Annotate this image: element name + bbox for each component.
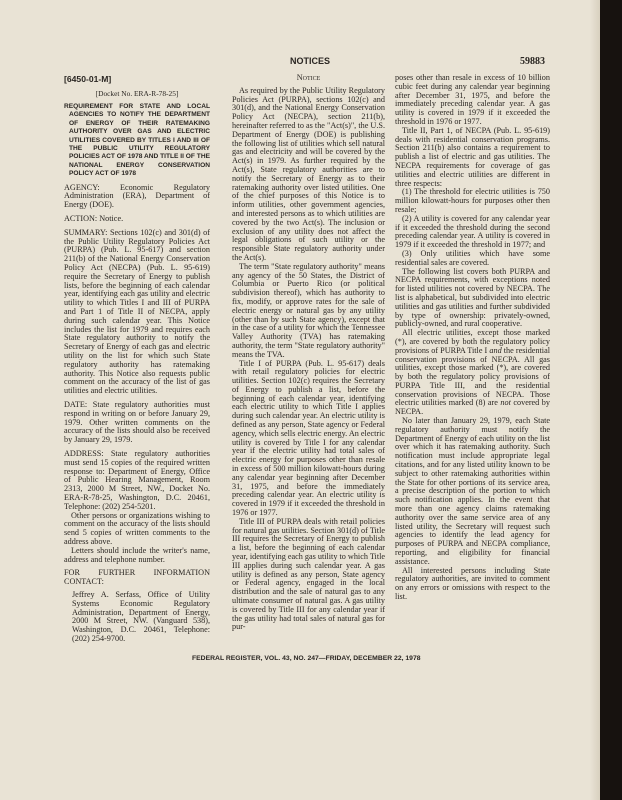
column-3 [395,74,550,602]
emphasis: not [500,398,511,408]
paragraph: (2) A utility is covered for any calendar year if it exceeded the threshold during the second preceding calendar year. A utility is covered in 1979 if it exceeded the threshold in 1977; and [395,213,550,250]
paragraph [395,329,550,417]
text: the residential conservation provisions of NECPA. All gas utilities, except those marked (*), are covered by both the regulatory policy provisions of PURPA Title III, and the residential conservation provisions of NECPA. Those electric utilities marked (8) are [395,345,550,408]
column-2 [232,74,385,632]
columns [64,74,550,644]
further-info-heading: FOR FURTHER INFORMATION CONTACT: [64,568,210,587]
page-footer: FEDERAL REGISTER, VOL. 43, NO. 247—FRIDAY, DECEMBER 22, 1978 [192,654,421,662]
contact-info: Jeffrey A. Serfass, Office of Utility Systems Economic Regulatory Administration, Department of Energy, 2000 M Street, NW. (Vanguard 538), Washington, D.C. 20461, Telephone: (202) 254-9700. [72,589,210,643]
other-persons-paragraph: Other persons or organizations wishing to comment on the accuracy of the lists should send 5 copies of written comments to the address above. [64,510,210,546]
paragraph: As required by the Public Utility Regulatory Policies Act (PURPA), sections 102(c) and 301(d), and the National Energy Conservation Policy Act (NECPA), section 211(b), hereinafter referred to as the "Act(s)", the U.S. Department of Energy (DOE) is publishing the following list of utilities which sell natural gas and electricity and will be covered by the Act(s) in 1979. As further required by the Act(s), State regulatory authorities are to notify the Secretary of Energy as to their ratemaking authority over listed utilities. One of the chief purposes of this Notice is to inform utilities, other government agencies, and interested persons as to which utilities are covered by the two Act(s). The inclusion or exclusion of any utility does not affect the legal obligations of such utility or the responsible State regulatory authority under the Act(s). [232,85,385,262]
column-1 [64,74,210,644]
paragraph: poses other than resale in excess of 10 billion cubic feet during any calendar year beginning after December 31, 1975, and before the immediately preceding calendar year. A gas utility is covered in 1979 if it exceeded the threshold in 1976 or 1977. [395,73,550,126]
summary: SUMMARY: Sections 102(c) and 301(d) of the Public Utility Regulatory Policies Act (PURPA) (Pub. L. 95-617) and section 211(b) of the National Energy Conservation Policy Act (NECPA) (Pub. L. 95-619) require the Secretary of Energy to publish lists, before the beginning of each calendar year, identifying each gas utility and electric utility to which Titles I and III of PURPA and Part 1 of Title II of NECPA, apply during such calendar year. This Notice includes the list for 1979 and requires each State regulatory authority to notify the Secretary of Energy of each gas and electric utility on the list for which such State regulatory authority has ratemaking authority. This Notice also requests public comment on the accuracy of the list of gas utilities and electric utilities. [64,227,210,396]
action: ACTION: Notice. [64,214,124,224]
paragraph: All interested persons including State regulatory authorities, are invited to comment on any errors or omissions with respect to the list. [395,565,550,602]
page-body [64,74,550,663]
section-header: NOTICES [290,56,331,66]
paragraph: Title I of PURPA (Pub. L. 95-617) deals with retail regulatory policies for electric utilities. Section 102(c) requires the Secretary of Energy to publish a list, before the beginning of each calendar year, identifying each electric utility to which Title I applies during such calendar year. An electric utility is defined as any person, State agency or Federal agency, which sells electric energy. An electric utility is covered by Title I for any calendar year if the electric utility had total sales of electric energy for purposes other than resale in excess of 500 million kilowatt-hours during any calendar year beginning after December 31, 1975, and before the immediately preceding calendar year. An electric utility is covered in 1979 if it exceeded the threshold in 1976 or 1977. [232,358,385,518]
agency: AGENCY: Economic Regulatory Administration (ERA), Department of Energy (DOE). [64,182,210,210]
text: covered by NECPA. [395,398,550,417]
paragraph: The term "State regulatory authority" means any agency of the 50 States, the District of Columbia or Puerto Rico (or political subdivision thereof), which has authority to fix, modify, or approve rates for the sale of electric energy or natural gas by any utility (other than by such State agency), except that in the case of a utility for which the Tennessee Valley Authority (TVA) has ratemaking authority, the term "State regulatory authority" means the TVA. [232,261,385,359]
paragraph: The following list covers both PURPA and NECPA requirements, with exceptions noted for listed utilities not covered by NECPA. The list is alphabetical, but subdivided into electric utilities and gas utilities and further subdivided by type of ownership: privately-owned, publicly-owned, and rural cooperative. [395,266,550,329]
document-title: REQUIREMENT FOR STATE AND LOCAL AGENCIES TO NOTIFY THE DEPARTMENT OF ENERGY OF THEIR RATEMAKING AUTHORITY OVER GAS AND ELECTRIC UTILITIES COVERED BY TITLES I AND III OF THE PUBLIC UTILITY REGULATORY POLICIES ACT OF 1978 AND TITLE II OF THE NATIONAL ENERGY CONSERVATION POLICY ACT OF 1978 [64,103,210,178]
letters-paragraph: Letters should include the writer's name, address and telephone number. [64,545,210,564]
date: DATE: State regulatory authorities must respond in writing on or before January 29, 1979. Other written comments on the accuracy of the lists should also be received by January 29, 1979. [64,399,210,445]
paragraph: No later than January 29, 1979, each State regulatory authority must notify the Department of Energy of each utility on the list over which it has ratemaking authority. Such notification must include appropriate legal citations, and for any listed utility known to be subject to other ratemaking authorities within the State for other portions of its service area, a precise description of the portion to which such notification applies. In the event that more than one agency claims ratemaking authority over the same service area of any listed utility, the Secretary will request such agencies to identify the lead agency for purposes of PURPA and NECPA compliance, reporting, and eligibility for financial assistance. [395,416,550,566]
emphasis: and [489,345,502,355]
paragraph: (3) Only utilities which have some residential sales are covered. [395,248,550,267]
paragraph: (1) The threshold for electric utilities is 750 million kilowatt-hours for purposes other then resale; [395,187,550,214]
notice-heading: Notice [296,73,321,82]
paragraph: Title II, Part 1, of NECPA (Pub. L. 95-619) deals with residential conservation programs. Section 211(b) also contains a requirement to publish a list of electric and gas utilities. The NECPA requirements for coverage of gas utilities and electric utilities are different in three respects: [395,125,550,188]
scan-border [600,0,622,800]
text: All electric utilities, except those marked (*), are covered by both the regulatory policy provisions of PURPA Title I [395,328,550,355]
address: ADDRESS: State regulatory authorities must send 15 copies of the required written response to: Department of Energy, Office of Public Hearing Management, Room 2313, 2000 M Street, NW., Docket No. ERA-R-78-25, Washington, D.C. 20461, Telephone: (202) 254-5201. [64,448,210,511]
docket-number: [Docket No. ERA-R-78-25] [95,89,179,98]
paragraph: Title III of PURPA deals with retail policies for natural gas utilities. Section 301(d) of Title III requires the Secretary of Energy to publish a list, before the beginning of each calendar year, identifying each gas utility to which Title III applies during such calendar year. A gas utility is defined as any person, State agency or Federal agency, engaged in the local distribution and the sale of natural gas to any ultimate consumer of natural gas. A gas utility is covered by Title III for any calendar year if the gas utility had total sales of natural gas for pur- [232,516,385,632]
page-number: 59883 [520,56,545,67]
page-edge-shadow [590,0,600,800]
billing-code: [6450-01-M] [64,74,112,84]
